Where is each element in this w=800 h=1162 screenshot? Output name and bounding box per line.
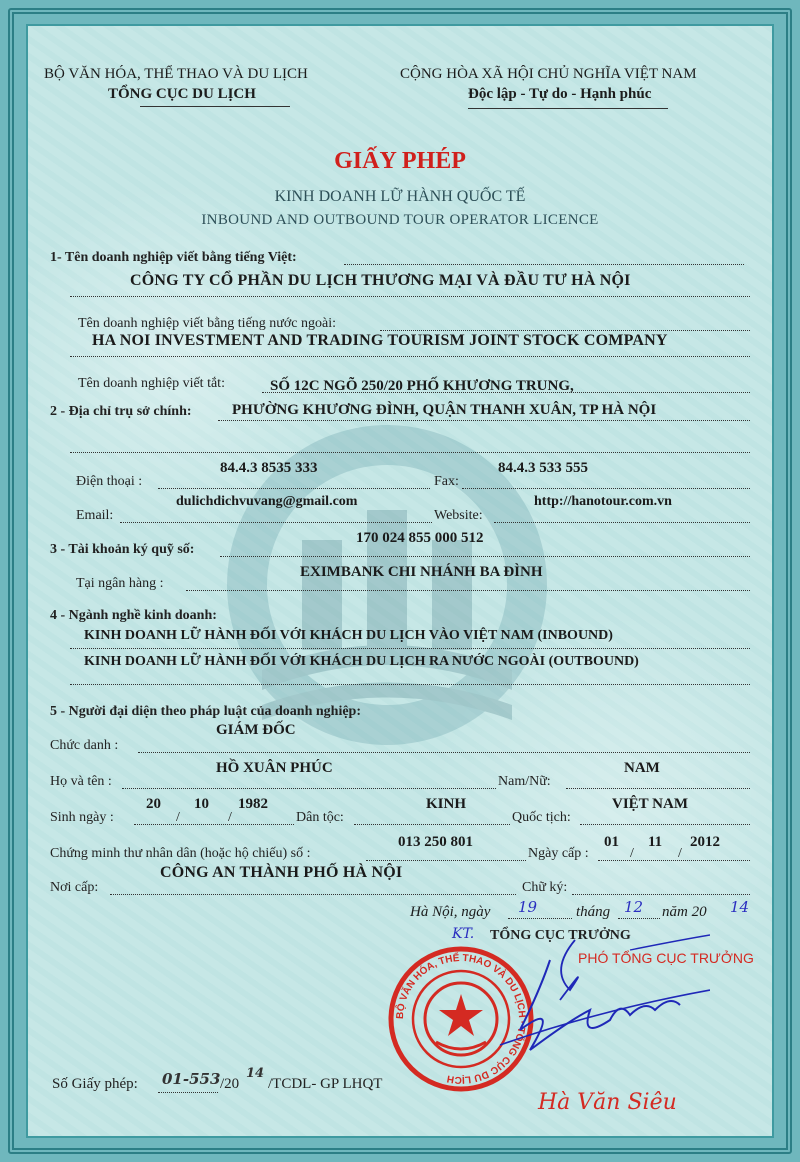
ministry-name: BỘ VĂN HÓA, THỂ THAO VÀ DU LỊCH <box>44 66 308 82</box>
dotted-line <box>138 752 750 753</box>
dotted-line <box>70 296 750 297</box>
date-month: 12 <box>624 898 644 916</box>
dotted-line <box>186 590 750 591</box>
issue-slash-2: / <box>678 846 682 861</box>
dotted-line <box>494 522 750 523</box>
dob-month: 10 <box>194 796 209 812</box>
issue-month: 11 <box>648 834 663 850</box>
section2-label: 2 - Địa chỉ trụ sở chính: <box>50 404 192 419</box>
dotted-line <box>508 918 572 919</box>
company-name-vi: CÔNG TY CỔ PHẦN DU LỊCH THƯƠNG MẠI VÀ ĐẦU TƯ HÀ NỘI <box>130 272 631 289</box>
dotted-line <box>158 488 430 489</box>
dob-day: 20 <box>146 796 161 812</box>
dotted-line <box>70 648 750 649</box>
ethnicity-value: KINH <box>426 796 467 812</box>
header-underline-left <box>140 106 290 107</box>
issue-slash-1: / <box>630 846 634 861</box>
email-label: Email: <box>76 508 114 523</box>
signature-scribble <box>480 930 710 1070</box>
date-year: 14 <box>730 898 750 916</box>
section3-label: 3 - Tài khoản ký quỹ số: <box>50 542 195 557</box>
section5-label: 5 - Người đại diện theo pháp luật của doanh nghiệp: <box>50 704 362 719</box>
business-line-1: KINH DOANH LỮ HÀNH ĐỐI VỚI KHÁCH DU LỊCH VÀO VIỆT NAM (INBOUND) <box>84 628 613 643</box>
email-value: dulichdichvuvang@gmail.com <box>176 494 358 509</box>
dob-label: Sinh ngày : <box>50 810 114 825</box>
republic-name: CỘNG HÒA XÃ HỘI CHỦ NGHĨA VIỆT NAM <box>400 66 697 82</box>
dotted-line <box>598 860 750 861</box>
dotted-line <box>366 860 526 861</box>
address-line-2: PHƯỜNG KHƯƠNG ĐÌNH, QUẬN THANH XUÂN, TP HÀ NỘI <box>232 402 657 418</box>
ethnicity-label: Dân tộc: <box>296 810 344 825</box>
nationality-value: VIỆT NAM <box>612 796 688 812</box>
dotted-line <box>70 452 750 453</box>
issue-year: 2012 <box>690 834 720 850</box>
issuer-value: CÔNG AN THÀNH PHỐ HÀ NỘI <box>160 864 403 881</box>
website-value: http://hanotour.com.vn <box>534 494 672 509</box>
dotted-line <box>70 356 750 357</box>
licence-number: 01-553 <box>162 1070 221 1088</box>
name-label: Họ và tên : <box>50 774 112 789</box>
address-line-1: SỐ 12C NGÕ 250/20 PHỐ KHƯƠNG TRUNG, <box>270 378 574 394</box>
dotted-line <box>580 824 750 825</box>
seal-text: BỘ VĂN HÓA, THỂ THAO VÀ DU LỊCH · TỔNG CỤC DU LỊCH <box>394 952 528 1086</box>
dob-slash-2: / <box>228 810 232 825</box>
company-name-en: HA NOI INVESTMENT AND TRADING TOURISM JOINT STOCK COMPANY <box>92 332 668 349</box>
date-prefix: Hà Nội, ngày <box>410 904 491 920</box>
id-label: Chứng minh thư nhân dân (hoặc hộ chiếu) số : <box>50 846 311 861</box>
dotted-line <box>134 824 294 825</box>
fax-value: 84.4.3 533 555 <box>498 460 588 476</box>
dob-slash-1: / <box>176 810 180 825</box>
position-label: Chức danh : <box>50 738 119 753</box>
dotted-line <box>120 522 432 523</box>
issuer-label: Nơi cấp: <box>50 880 99 895</box>
website-label: Website: <box>434 508 483 523</box>
dotted-line <box>618 918 660 919</box>
position-value: GIÁM ĐỐC <box>216 722 296 738</box>
subtitle-english: INBOUND AND OUTBOUND TOUR OPERATOR LICENCE <box>201 212 599 228</box>
foreign-name-label: Tên doanh nghiệp viết bằng tiếng nước ngoài: <box>78 316 336 331</box>
nationality-label: Quốc tịch: <box>512 810 571 825</box>
phone-value: 84.4.3 8535 333 <box>220 460 318 476</box>
date-month-label: tháng <box>576 904 611 920</box>
dotted-line <box>344 264 744 265</box>
licence-suffix: /TCDL- GP LHQT <box>268 1076 383 1092</box>
licence-year-prefix: /20 <box>220 1076 240 1092</box>
department-name: TỔNG CỤC DU LỊCH <box>108 86 256 102</box>
issue-day: 01 <box>604 834 619 850</box>
deposit-account-number: 170 024 855 000 512 <box>356 530 484 546</box>
short-name-label: Tên doanh nghiệp viết tắt: <box>78 376 225 391</box>
dotted-line <box>218 420 750 421</box>
dotted-line <box>566 788 750 789</box>
header-underline-right <box>468 108 668 109</box>
dotted-line <box>122 788 496 789</box>
national-motto: Độc lập - Tự do - Hạnh phúc <box>468 86 652 102</box>
signature-label: Chữ ký: <box>522 880 568 895</box>
phone-label: Điện thoại : <box>76 474 143 489</box>
bank-label: Tại ngân hàng : <box>76 576 164 591</box>
issue-date-label: Ngày cấp : <box>528 846 589 861</box>
dob-year: 1982 <box>238 796 268 812</box>
representative-name: HỒ XUÂN PHÚC <box>216 760 333 776</box>
gender-value: NAM <box>624 760 660 776</box>
licence-number-label: Số Giấy phép: <box>52 1076 138 1092</box>
dotted-line <box>380 330 750 331</box>
gender-label: Nam/Nữ: <box>498 774 551 789</box>
document-title: GIẤY PHÉP <box>334 148 466 174</box>
dotted-line <box>220 556 750 557</box>
signer-title: TỔNG CỤC TRƯỞNG <box>490 928 631 943</box>
bank-name: EXIMBANK CHI NHÁNH BA ĐÌNH <box>300 564 543 580</box>
section1-label: 1- Tên doanh nghiệp viết bằng tiếng Việt: <box>50 250 297 265</box>
id-number: 013 250 801 <box>398 834 473 850</box>
fax-label: Fax: <box>434 474 459 489</box>
dotted-line <box>572 894 750 895</box>
dotted-line <box>70 684 750 685</box>
subtitle-vietnamese: KINH DOANH LỮ HÀNH QUỐC TẾ <box>274 188 526 205</box>
section4-label: 4 - Ngành nghề kinh doanh: <box>50 608 217 623</box>
date-day: 19 <box>518 898 538 916</box>
dotted-line <box>158 1092 218 1093</box>
dotted-line <box>110 894 516 895</box>
deputy-title: PHÓ TỔNG CỤC TRƯỞNG <box>578 950 754 966</box>
business-line-2: KINH DOANH LỮ HÀNH ĐỐI VỚI KHÁCH DU LỊCH RA NƯỚC NGOÀI (OUTBOUND) <box>84 654 639 669</box>
kt-mark: KT. <box>452 926 475 942</box>
licence-year: 14 <box>246 1066 265 1081</box>
dotted-line <box>354 824 510 825</box>
date-year-label: năm 20 <box>662 904 707 920</box>
dotted-line <box>462 488 750 489</box>
signer-name: Hà Văn Siêu <box>538 1090 677 1115</box>
